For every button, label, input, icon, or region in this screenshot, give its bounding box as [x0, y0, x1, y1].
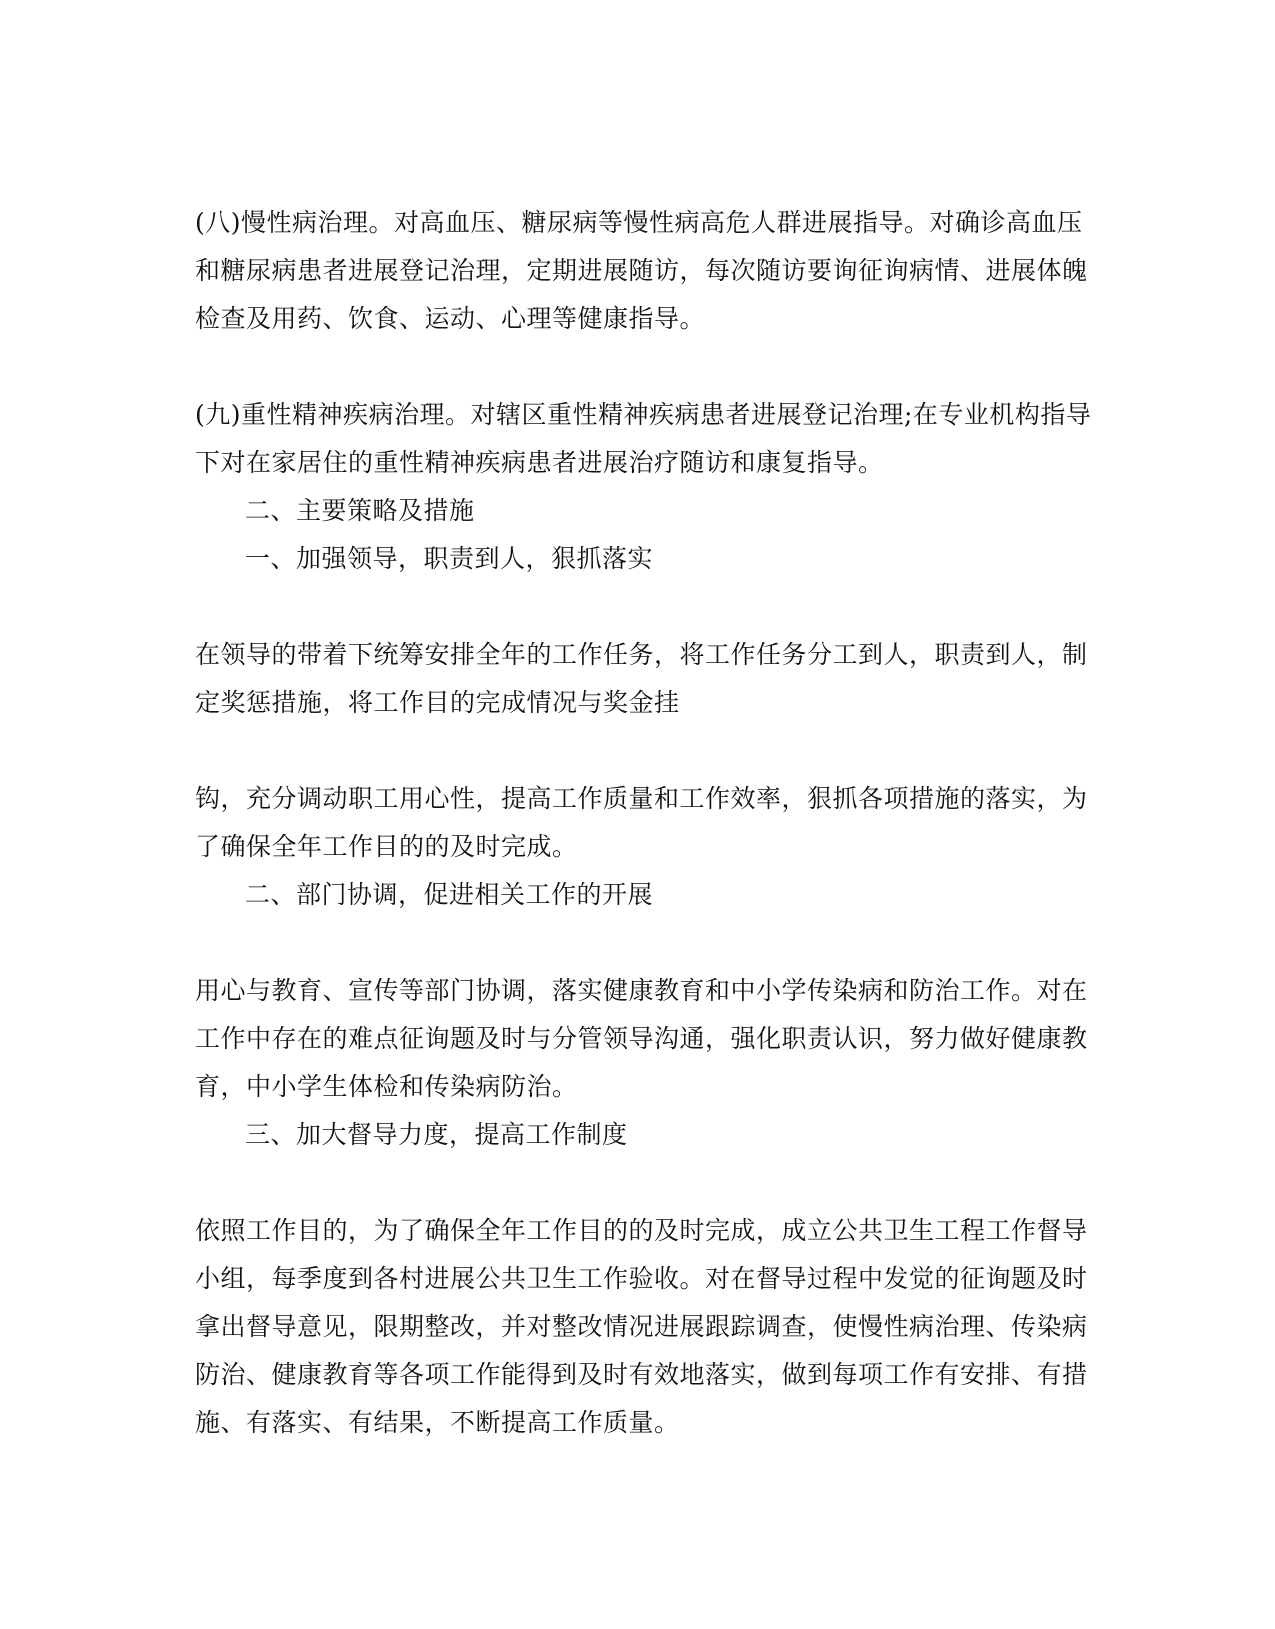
text-line: 施、有落实、有结果，不断提高工作质量。 — [195, 1408, 680, 1437]
text-line: 依照工作目的，为了确保全年工作目的的及时完成，成立公共卫生工程工作督导 — [195, 1216, 1088, 1245]
text-line: 检查及用药、饮食、运动、心理等健康指导。 — [195, 304, 706, 333]
text-line: 下对在家居住的重性精神疾病患者进展治疗随访和康复指导。 — [195, 448, 884, 477]
text-line: (八)慢性病治理。对高血压、糖尿病等慢性病高危人群进展指导。对确诊高血压 — [195, 208, 1083, 237]
text-line: 定奖惩措施，将工作目的完成情况与奖金挂 — [195, 688, 680, 717]
text-line: 了确保全年工作目的的及时完成。 — [195, 832, 578, 861]
text-line: 防治、健康教育等各项工作能得到及时有效地落实，做到每项工作有安排、有措 — [195, 1360, 1088, 1389]
text-line: (九)重性精神疾病治理。对辖区重性精神疾病患者进展登记治理;在专业机构指导 — [195, 400, 1092, 429]
subsection-heading: 一、加强领导，职责到人，狠抓落实 — [245, 544, 654, 573]
text-line: 小组，每季度到各村进展公共卫生工作验收。对在督导过程中发觉的征询题及时 — [195, 1264, 1088, 1293]
text-line: 钩，充分调动职工用心性，提高工作质量和工作效率，狠抓各项措施的落实，为 — [195, 784, 1088, 813]
text-line: 育，中小学生体检和传染病防治。 — [195, 1072, 578, 1101]
subsection-heading: 二、部门协调，促进相关工作的开展 — [245, 880, 654, 909]
text-line: 工作中存在的难点征询题及时与分管领导沟通，强化职责认识，努力做好健康教 — [195, 1024, 1088, 1053]
text-line: 和糖尿病患者进展登记治理，定期进展随访，每次随访要询征询病情、进展体魄 — [195, 256, 1088, 285]
text-line: 拿出督导意见，限期整改，并对整改情况进展跟踪调查，使慢性病治理、传染病 — [195, 1312, 1088, 1341]
text-line: 用心与教育、宣传等部门协调，落实健康教育和中小学传染病和防治工作。对在 — [195, 976, 1088, 1005]
text-line: 在领导的带着下统筹安排全年的工作任务，将工作任务分工到人，职责到人，制 — [195, 640, 1088, 669]
section-heading: 二、主要策略及措施 — [245, 496, 475, 525]
subsection-heading: 三、加大督导力度，提高工作制度 — [245, 1120, 628, 1149]
